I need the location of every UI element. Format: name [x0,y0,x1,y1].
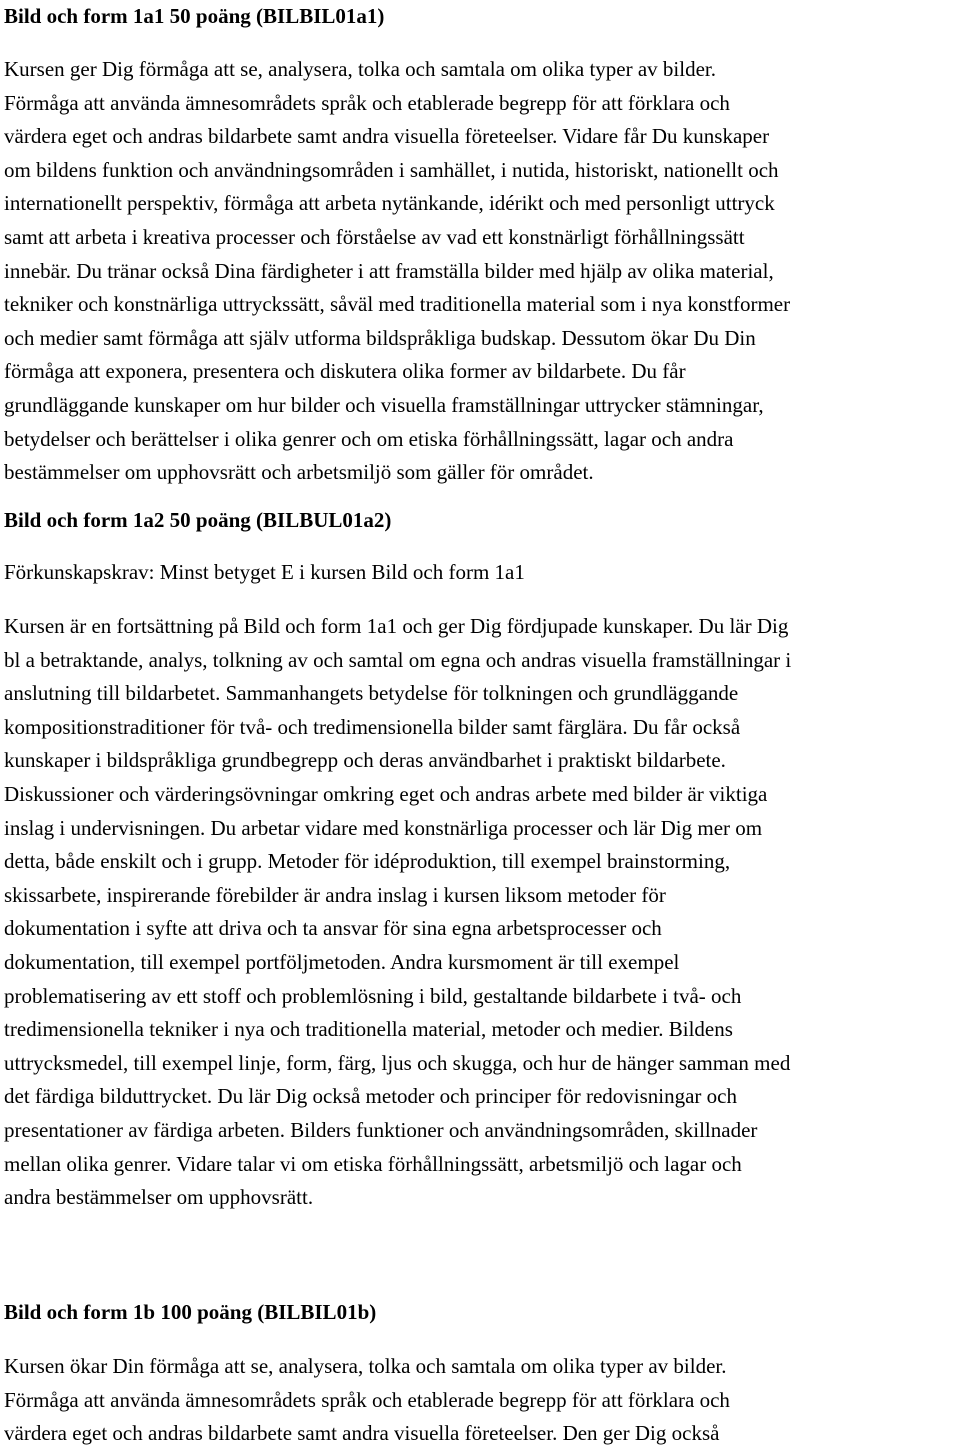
text-line: värdera eget och andras bildarbete samt andra visuella företeelser. Vidare får Du kunskaper [4,124,770,149]
text-line: detta, både enskilt och i grupp. Metoder för idéproduktion, till exempel brainstorming, [4,849,731,874]
text-line: om bildens funktion och användningsområden i samhället, i nutida, historiskt, nationellt och [4,157,779,182]
text-line: grundläggande kunskaper om hur bilder och visuella framställningar uttrycker stämningar, [4,392,764,417]
text-line: och medier samt förmåga att själv utforma bildspråkliga budskap. Dessutom ökar Du Din [4,325,756,350]
text-line: presentationer av färdiga arbeten. Bilders funktioner och användningsområden, skillnader [4,1117,758,1142]
text-line: Förmåga att använda ämnesområdets språk och etablerade begrepp för att förklara och [4,90,730,115]
text-line: Kursen ger Dig förmåga att se, analysera, tolka och samtala om olika typer av bilder. [4,57,717,81]
text-line: betydelser och berättelser i olika genrer och om etiska förhållningssätt, lagar och andra [4,426,734,451]
course-description [4,53,790,490]
text-line: mellan olika genrer. Vidare talar vi om etiska förhållningssätt, arbetsmiljö och lagar och [4,1151,742,1176]
text-line: Kursen är en fortsättning på Bild och form 1a1 och ger Dig fördjupade kunskaper. Du lär Dig [4,614,789,638]
text-line: Kursen ökar Din förmåga att se, analysera, tolka och samtala om olika typer av bilder. [4,1354,727,1378]
text-line: samt att arbeta i kreativa processer och förståelse av vad ett konstnärligt förhållningssätt [4,224,745,249]
course-heading: Bild och form 1a1 50 poäng (BILBIL01a1) [4,4,385,28]
prerequisites-text [4,556,525,590]
course-description [4,1350,730,1451]
text-line: tekniker och konstnärliga uttryckssätt, såväl med traditionella material som i nya konstformer [4,292,791,317]
text-line: Diskussioner och värderingsövningar omkring eget och andras arbete med bilder är viktiga [4,781,768,806]
text-line: innebär. Du tränar också Dina färdigheter i att framställa bilder med hjälp av olika material, [4,258,774,283]
course-heading: Bild och form 1a2 50 poäng (BILBUL01a2) [4,508,392,532]
course-heading: Bild och form 1b 100 poäng (BILBIL01b) [4,1300,377,1324]
text-line: dokumentation, till exempel portföljmetoden. Andra kursmoment är till exempel [4,949,680,974]
text-line: andra bestämmelser om upphovsrätt. [4,1185,314,1210]
text-line: tredimensionella tekniker i nya och traditionella material, metoder och medier. Bildens [4,1017,733,1042]
text-line: problematisering av ett stoff och problemlösning i bild, gestaltande bildarbete i två- och [4,983,742,1008]
course-description [4,610,791,1215]
text-line: förmåga att exponera, presentera och diskutera olika former av bildarbete. Du får [4,359,686,384]
text-line: kompositionstraditioner för två- och tredimensionella bilder samt färglära. Du får också [4,714,741,739]
text-line: uttrycksmedel, till exempel linje, form, färg, ljus och skugga, och hur de hänger samman med [4,1050,791,1075]
text-line: bl a betraktande, analys, tolkning av och samtal om egna och andras visuella framställningar i [4,647,792,672]
text-line: inslag i undervisningen. Du arbetar vidare med konstnärliga processer och lär Dig mer om [4,815,763,840]
text-line: bestämmelser om upphovsrätt och arbetsmiljö som gäller för området. [4,460,594,485]
text-line: värdera eget och andras bildarbete samt andra visuella företeelser. Den ger Dig också [4,1421,720,1446]
text-line: internationellt perspektiv, förmåga att arbeta nytänkande, idérikt och med personligt uttryck [4,191,775,216]
text-line: dokumentation i syfte att driva och ta ansvar för sina egna arbetsprocesser och [4,916,662,941]
text-line: skissarbete, inspirerande förebilder är andra inslag i kursen liksom metoder för [4,882,666,907]
text-line: kunskaper i bildspråkliga grundbegrepp och deras användbarhet i praktiskt bildarbete. [4,748,726,773]
text-line: Förmåga att använda ämnesområdets språk och etablerade begrepp för att förklara och [4,1387,730,1412]
text-line: det färdiga bilduttrycket. Du lär Dig också metoder och principer för redovisningar och [4,1084,738,1109]
text-line: Förkunskapskrav: Minst betyget E i kursen Bild och form 1a1 [4,560,525,584]
text-line: anslutning till bildarbetet. Sammanhangets betydelse för tolkningen och grundläggande [4,681,739,706]
